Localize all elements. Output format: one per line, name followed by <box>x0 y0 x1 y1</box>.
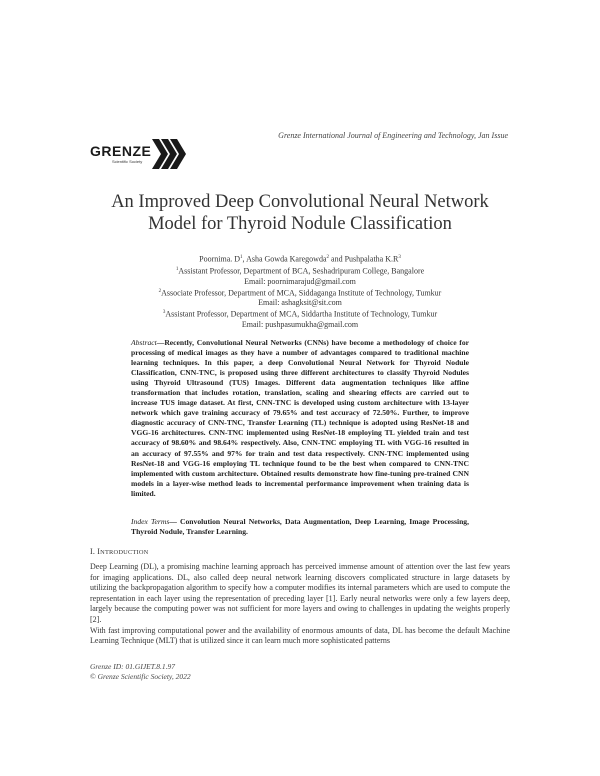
introduction-body <box>90 562 510 647</box>
logo-subtitle: Scientific Society <box>112 159 143 164</box>
abstract <box>131 338 469 499</box>
index-terms-text: — Convolution Neural Networks, Data Augmentation, Deep Learning, Image Processing, Thyroid Nodule, Transfer Learning. <box>131 517 469 537</box>
section-heading: I. INTRODUCTION <box>90 547 149 556</box>
index-terms-label: Index Terms <box>131 517 170 526</box>
paper-title <box>90 191 510 235</box>
title-line-1: An Improved Deep Convolutional Neural Network <box>111 192 489 212</box>
author-names: Poornima. $D^1$, Asha Gowda Karegowda$^2$ and Pushpalatha $K.R^3$ <box>199 254 401 264</box>
journal-header: Grenze International Journal of Engineering and Technology, Jan Issue <box>278 131 508 140</box>
email-3: Email: pushpasumukha@gmail.com <box>241 320 359 330</box>
title-line-2: Model for Thyroid Nodule Classification <box>148 214 452 234</box>
affiliation-2: $^2$Associate Professor, Department of MCA, Siddaganga Institute of Technology, Tumkur <box>158 288 442 298</box>
affiliation-1: $^1$Assistant Professor, Department of BCA, Seshadripuram College, Bangalore <box>175 266 425 276</box>
email-1: Email: poornimarajud@gmail.com <box>244 276 356 286</box>
index-terms <box>131 517 469 537</box>
abstract-text: —Recently, Convolutional Neural Networks (CNNs) have become a methodology of choice for processing of medical images as they have a number of advantages compared to traditional machine learning techniques. In this paper, a deep Convolutional Neural Network for Thyroid Nodule Classification, CNN-TNC, is proposed using three different architectures to classify Thyroid Nodules using Thyroid Ultrasound (TUS) Images. Different data augmentation techniques like affine transformation that includes rotation, translation, scaling and shearing effects are carried out to increase TUS image dataset. At first, CNN-TNC is developed using custom architecture with 13-layer network which gave training accuracy of 79.65% and test accuracy of 72.50%. Further, to improve diagnostic accuracy of CNN-TNC, Transfer Learning (TL) technique is adopted using ResNet-18 and VGG-16 architectures. CNN-TNC implemented using ResNet-18 employing TL yielded train and test accuracy of 98.60% and 98.64% respectively. Also, CNN-TNC employing TL with VGG-16 resulted in an accuracy of 97.55% and 97% for train and test data respectively. CNN-TNC implemented using ResNet-18 and VGG-16 employing TL technique found to be the best when compared to CNN-TNC implemented with custom architecture. Obtained results demonstrate how fine-tuning pre-trained CNN models in a layer-wise method leads to incremental performance improvement when training data is limited. <box>131 338 469 498</box>
email-2: Email: ashagksit@sit.com <box>258 298 342 308</box>
grenze-id: Grenze ID: 01.GIJET.8.1.97 <box>90 662 175 671</box>
paragraph-1: Deep Learning (DL), a promising machine learning approach has perceived immense amount of attention over the last few years for imaging applications. DL, also called deep neural network learning discovers complicated structure in large datasets by utilizing the backpropagation algorithm to specify how a computer modifies its internal parameters which are used to compute the representation in each layer using the representation of preceding layer [1]. Early neural networks were only a few layers deep, largely because the computing power was not sufficient for more layers and owing to challenges in updating the weights properly [2]. <box>90 562 510 624</box>
abstract-label: Abstract <box>131 338 157 347</box>
affiliation-3: $^3$Assistant Professor, Department of MCA, Siddartha Institute of Technology, Tumkur <box>162 310 438 320</box>
paragraph-2: With fast improving computational power and the availability of enormous amounts of data, DL has become the default Machine Learning Technique (MLT) that is utilized since it can learn much more sophisticated patterns <box>90 625 510 646</box>
publisher-logo <box>90 137 190 171</box>
author-block <box>90 253 510 330</box>
copyright: © Grenze Scientific Society, 2022 <box>90 671 191 681</box>
logo-wordmark: GRENZE <box>90 143 152 159</box>
footer <box>90 662 191 681</box>
chevrons-icon <box>152 137 192 171</box>
